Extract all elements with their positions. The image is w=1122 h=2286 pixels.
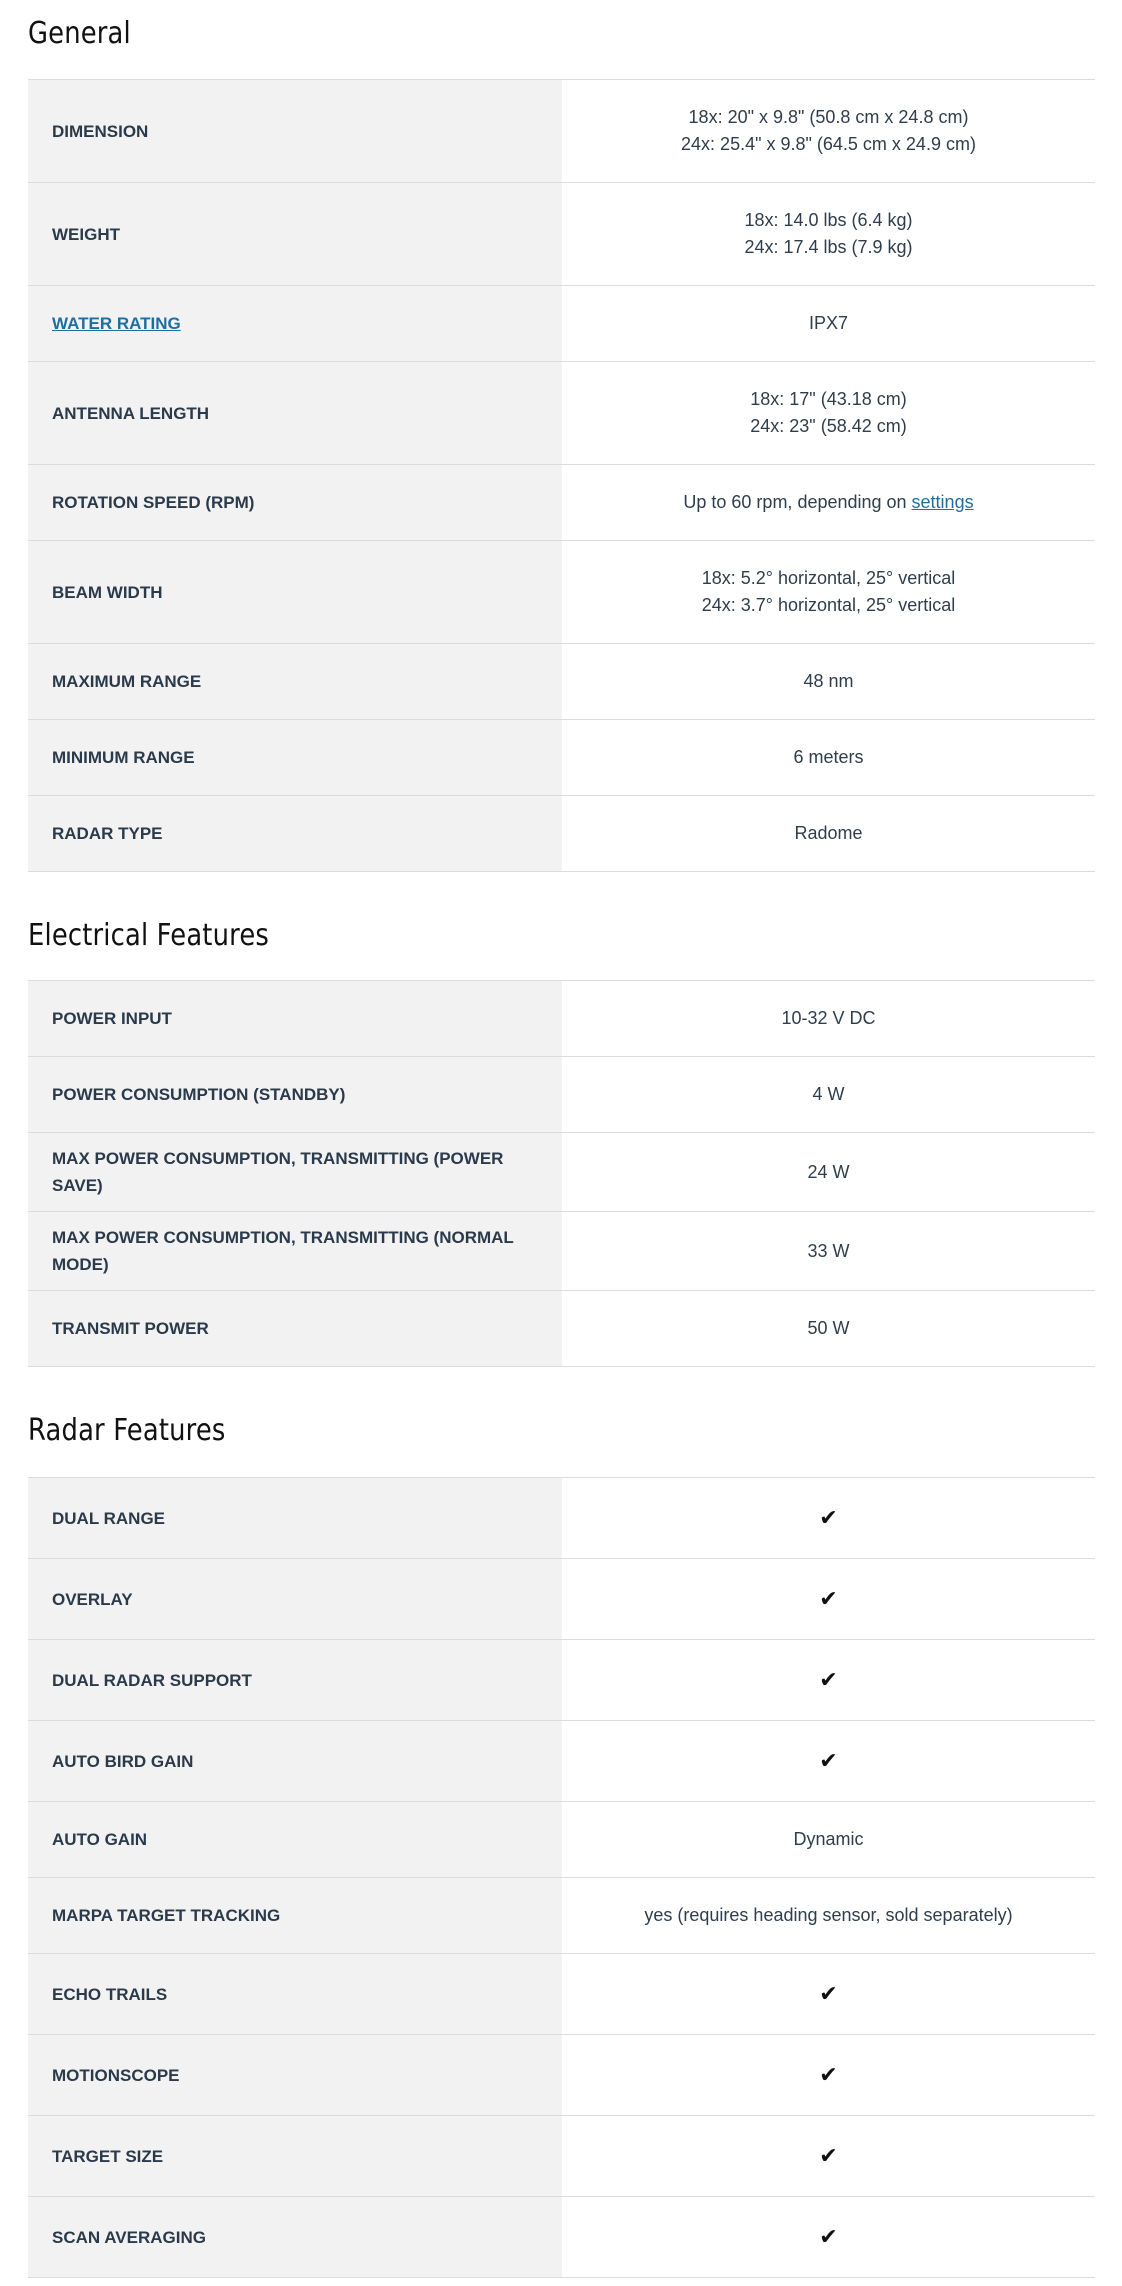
check-icon: ✔ <box>819 1585 838 1611</box>
table-row <box>28 183 1095 286</box>
spec-value <box>562 2035 1095 2116</box>
spec-label: POWER CONSUMPTION (STANDBY) <box>28 1057 562 1133</box>
spec-value <box>562 2116 1095 2197</box>
spec-value-line: 24x: 17.4 lbs (7.9 kg) <box>744 237 913 257</box>
spec-label: BEAM WIDTH <box>28 541 562 644</box>
spec-value-line: 24x: 25.4" x 9.8" (64.5 cm x 24.9 cm) <box>681 134 976 154</box>
section-title-electrical: Electrical Features <box>28 918 269 953</box>
spec-value: Radome <box>562 796 1095 872</box>
table-row <box>28 644 1095 720</box>
spec-value-line: 24x: 23" (58.42 cm) <box>750 416 907 436</box>
spec-value: yes (requires heading sensor, sold separately) <box>562 1878 1095 1954</box>
spec-value <box>562 1721 1095 1802</box>
section-title-radar: Radar Features <box>28 1413 226 1448</box>
table-row <box>28 1478 1095 1559</box>
spec-label: TARGET SIZE <box>28 2116 562 2197</box>
spec-label: POWER INPUT <box>28 981 562 1057</box>
spec-value <box>562 362 1095 465</box>
spec-value <box>562 1478 1095 1559</box>
spec-label: RADAR TYPE <box>28 796 562 872</box>
spec-value: 6 meters <box>562 720 1095 796</box>
check-icon: ✔ <box>819 2142 838 2168</box>
spec-label: MAXIMUM RANGE <box>28 644 562 720</box>
spec-value <box>562 1640 1095 1721</box>
table-row <box>28 2035 1095 2116</box>
table-row <box>28 720 1095 796</box>
radar-spec-table <box>28 1477 1095 2278</box>
table-row <box>28 1640 1095 1721</box>
spec-label: MOTIONSCOPE <box>28 2035 562 2116</box>
spec-value <box>562 183 1095 286</box>
electrical-spec-table <box>28 980 1095 1367</box>
spec-value <box>562 1559 1095 1640</box>
check-icon: ✔ <box>819 2223 838 2249</box>
table-row <box>28 1559 1095 1640</box>
spec-label: AUTO BIRD GAIN <box>28 1721 562 1802</box>
spec-value <box>562 465 1095 541</box>
spec-label: WEIGHT <box>28 183 562 286</box>
table-row <box>28 286 1095 362</box>
table-row <box>28 2116 1095 2197</box>
spec-value: Dynamic <box>562 1802 1095 1878</box>
spec-value-line: 24x: 3.7° horizontal, 25° vertical <box>701 595 956 615</box>
spec-value <box>562 80 1095 183</box>
spec-value: 10-32 V DC <box>562 981 1095 1057</box>
spec-label: SCAN AVERAGING <box>28 2197 562 2278</box>
check-icon: ✔ <box>819 1747 838 1773</box>
settings-link[interactable]: settings <box>911 492 974 512</box>
check-icon: ✔ <box>819 1980 838 2006</box>
spec-value: 4 W <box>562 1057 1095 1133</box>
spec-value-text: Up to 60 rpm, depending on <box>683 492 912 512</box>
water-rating-link[interactable]: WATER RATING <box>52 314 181 333</box>
spec-value: 24 W <box>562 1133 1095 1212</box>
spec-label: ANTENNA LENGTH <box>28 362 562 465</box>
spec-label: TRANSMIT POWER <box>28 1291 562 1367</box>
spec-label: ROTATION SPEED (RPM) <box>28 465 562 541</box>
check-icon: ✔ <box>819 2061 838 2087</box>
spec-label: OVERLAY <box>28 1559 562 1640</box>
table-row <box>28 541 1095 644</box>
spec-label: MARPA TARGET TRACKING <box>28 1878 562 1954</box>
table-row <box>28 362 1095 465</box>
section-title-general: General <box>28 16 131 51</box>
spec-value-line: 18x: 20" x 9.8" (50.8 cm x 24.8 cm) <box>688 107 969 127</box>
spec-label <box>28 286 562 362</box>
table-row <box>28 1721 1095 1802</box>
spec-label: DUAL RADAR SUPPORT <box>28 1640 562 1721</box>
table-row <box>28 80 1095 183</box>
table-row <box>28 1133 1095 1212</box>
spec-value-line: 18x: 5.2° horizontal, 25° vertical <box>701 568 956 588</box>
spec-value: 50 W <box>562 1291 1095 1367</box>
table-row <box>28 1878 1095 1954</box>
table-row <box>28 796 1095 872</box>
spec-value: 48 nm <box>562 644 1095 720</box>
spec-value-line: 18x: 17" (43.18 cm) <box>750 389 907 409</box>
spec-label: ECHO TRAILS <box>28 1954 562 2035</box>
spec-label: AUTO GAIN <box>28 1802 562 1878</box>
spec-value <box>562 1954 1095 2035</box>
spec-label: DIMENSION <box>28 80 562 183</box>
spec-value <box>562 541 1095 644</box>
spec-value-line: 18x: 14.0 lbs (6.4 kg) <box>744 210 913 230</box>
table-row <box>28 1291 1095 1367</box>
spec-label: MINIMUM RANGE <box>28 720 562 796</box>
spec-value: 33 W <box>562 1212 1095 1291</box>
spec-value: IPX7 <box>562 286 1095 362</box>
table-row <box>28 981 1095 1057</box>
table-row <box>28 465 1095 541</box>
table-row <box>28 1057 1095 1133</box>
table-row <box>28 1954 1095 2035</box>
spec-label: MAX POWER CONSUMPTION, TRANSMITTING (NORMAL MODE) <box>28 1212 562 1291</box>
check-icon: ✔ <box>819 1666 838 1692</box>
spec-label: DUAL RANGE <box>28 1478 562 1559</box>
general-spec-table <box>28 79 1095 872</box>
table-row <box>28 1212 1095 1291</box>
table-row <box>28 1802 1095 1878</box>
spec-label: MAX POWER CONSUMPTION, TRANSMITTING (POWER SAVE) <box>28 1133 562 1212</box>
table-row <box>28 2197 1095 2278</box>
spec-value <box>562 2197 1095 2278</box>
check-icon: ✔ <box>819 1504 838 1530</box>
